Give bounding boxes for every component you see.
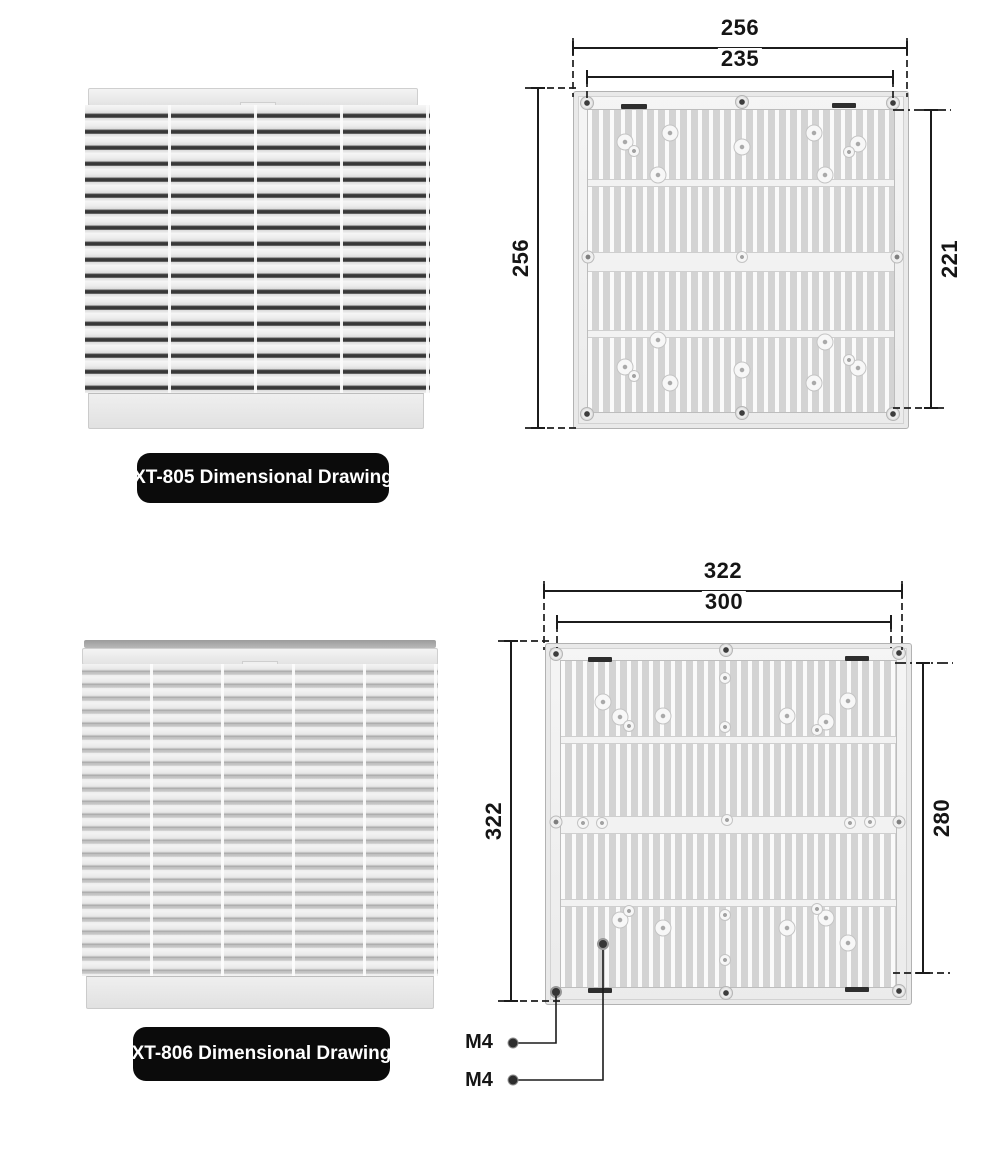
- xt805-front-photo: [85, 88, 430, 429]
- xt806-base: [86, 976, 434, 1009]
- xt805-grid-band: [588, 179, 894, 187]
- xt806-filter-height-label: 280: [931, 796, 953, 840]
- xt806-grid-mid-band: [561, 816, 896, 834]
- xt806-outer-width-label: 322: [701, 560, 745, 582]
- xt806-caption: XT-806 Dimensional Drawing: [133, 1027, 390, 1081]
- xt805-base: [88, 393, 424, 429]
- m4-screw-label-1: M4: [465, 1031, 493, 1053]
- xt805-grid-band: [588, 330, 894, 338]
- xt806-outer-height-label: 322: [483, 799, 505, 843]
- xt805-caption: XT-805 Dimensional Drawing: [137, 453, 389, 503]
- xt805-rear-drawing: [573, 91, 909, 429]
- xt805-louver-grille: [85, 105, 430, 393]
- xt806-grid-band: [561, 736, 896, 744]
- xt805-outer-height-label: 256: [510, 236, 532, 280]
- xt805-filter-width-label: 235: [718, 48, 762, 70]
- xt805-outer-width-label: 256: [718, 17, 762, 39]
- xt805-filter-grid: [587, 109, 895, 413]
- xt806-grid-band: [561, 899, 896, 907]
- xt806-filter-grid: [560, 660, 897, 988]
- xt806-rear-drawing: [545, 643, 912, 1005]
- xt806-top-strip: [84, 640, 436, 648]
- m4-screw-label-2: M4: [465, 1069, 493, 1091]
- xt805-filter-height-label: 221: [939, 237, 961, 281]
- xt806-louver-grille: [82, 664, 438, 976]
- xt806-front-photo: [82, 640, 438, 1008]
- xt805-grid-mid-band: [588, 252, 894, 272]
- xt806-filter-width-label: 300: [702, 591, 746, 613]
